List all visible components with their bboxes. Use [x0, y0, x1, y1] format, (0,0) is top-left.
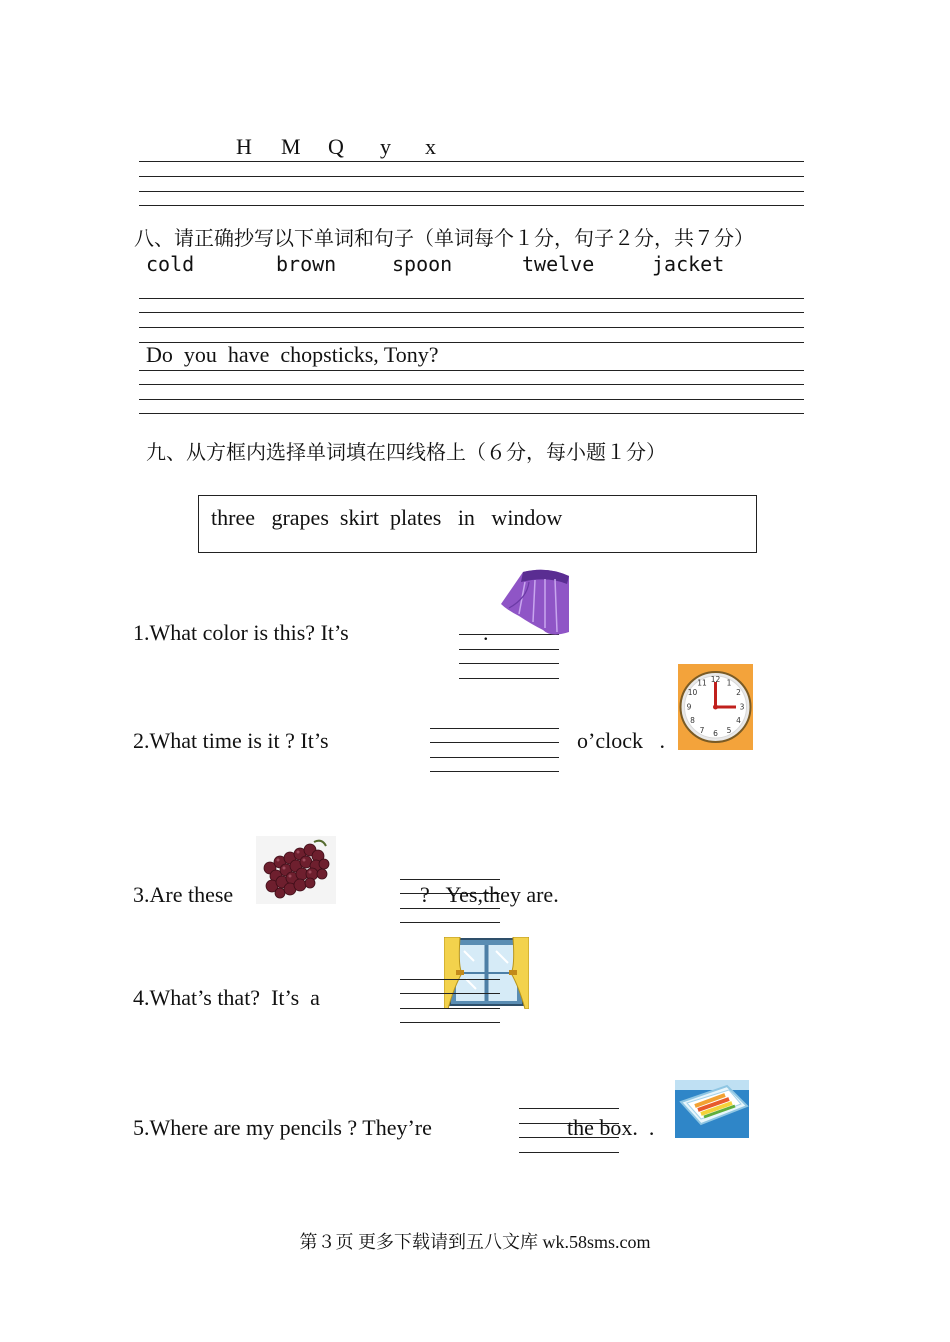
- question-5: 5.Where are my pencils ? They’re: [133, 1115, 432, 1140]
- copy-word: jacket: [652, 252, 725, 276]
- clock-number: 3: [739, 702, 745, 712]
- clock-number: 1: [726, 678, 732, 688]
- question-1-period: .: [483, 620, 489, 645]
- letter: H: [236, 134, 252, 159]
- question-1: 1.What color is this? It’s: [133, 620, 349, 645]
- question-5-tail: the box. .: [567, 1115, 655, 1140]
- letter: Q: [328, 134, 344, 159]
- copy-word: twelve: [522, 252, 595, 276]
- question-4: 4.What’s that? It’s a: [133, 985, 320, 1010]
- question-2-tail: o’clock .: [577, 728, 665, 753]
- clock-number: 4: [736, 716, 741, 725]
- clock-number: 8: [690, 716, 695, 725]
- letter: y: [380, 134, 391, 159]
- word-box: [198, 495, 757, 553]
- copy-sentence: Do you have chopsticks, Tony?: [146, 342, 439, 367]
- section8-heading: 八、请正确抄写以下单词和句子（单词每个１分，句子２分，共７分）: [134, 226, 754, 250]
- pencil-box-image: [675, 1080, 749, 1138]
- clock-number: 7: [699, 726, 705, 735]
- clock-number: 6: [713, 729, 718, 738]
- clock-image: [678, 664, 753, 750]
- question-2: 2.What time is it ? It’s: [133, 728, 329, 753]
- clock-number: 2: [736, 688, 741, 697]
- copy-word: cold: [146, 252, 195, 276]
- letter: x: [425, 134, 436, 159]
- clock-number: 5: [726, 726, 732, 735]
- copy-word: spoon: [392, 252, 453, 276]
- clock-number: 10: [687, 688, 698, 697]
- clock-number: 9: [686, 702, 692, 712]
- word-box-text: three grapes skirt plates in window: [211, 505, 563, 530]
- section9-heading: 九、从方框内选择单词填在四线格上（６分，每小题１分）: [146, 440, 666, 464]
- skirt-image: [499, 568, 571, 636]
- copy-word: brown: [276, 252, 337, 276]
- clock-number: 11: [697, 678, 707, 688]
- page-footer: 第３页 更多下载请到五八文库 wk.58sms.com: [299, 1232, 651, 1252]
- clock-number: 12: [710, 675, 721, 684]
- letter: M: [281, 134, 301, 159]
- grapes-image: [256, 836, 336, 904]
- window-image: [444, 937, 529, 1009]
- question-3-tail: ? Yes,they are.: [420, 882, 559, 907]
- question-3: 3.Are these: [133, 882, 234, 907]
